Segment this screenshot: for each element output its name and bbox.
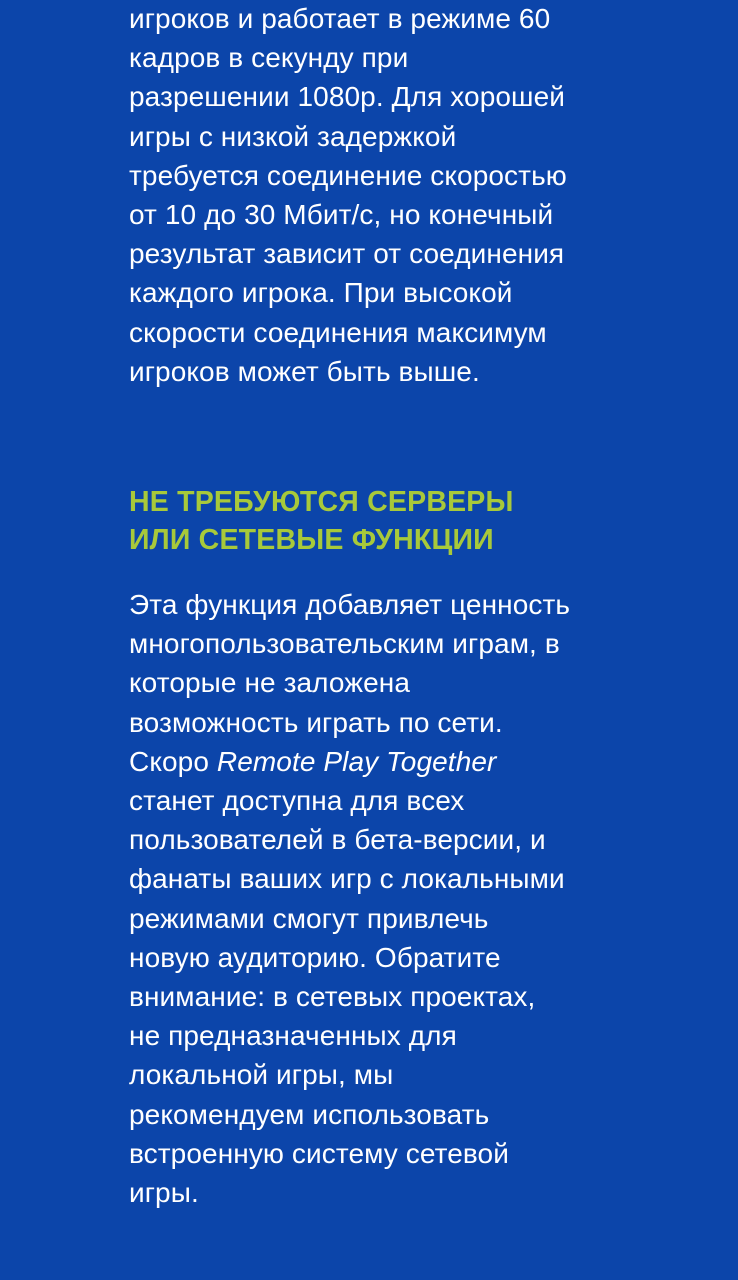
paragraph-line: локальной игры, мы	[129, 1059, 394, 1091]
heading-line: ИЛИ СЕТЕВЫЕ ФУНКЦИИ	[129, 524, 494, 556]
paragraph-line: игроков и работает в режиме 60	[129, 3, 551, 34]
paragraph-line: Эта функция добавляет ценность	[129, 589, 571, 620]
paragraph-line: которые не заложена	[129, 667, 411, 699]
section-paragraph	[129, 585, 570, 1212]
section-heading	[129, 483, 514, 559]
paragraph-line: не предназначенных для	[129, 1020, 457, 1052]
paragraph-line: требуется соединение скоростью	[129, 159, 567, 191]
paragraph-line: многопользовательским играм, в	[129, 628, 560, 660]
paragraph-line: кадров в секунду при	[129, 42, 409, 74]
paragraph-line: скорости соединения максимум	[129, 316, 547, 348]
paragraph-line: разрешении 1080p. Для хорошей	[129, 81, 566, 113]
heading-line: НЕ ТРЕБУЮТСЯ СЕРВЕРЫ	[129, 486, 514, 518]
intro-paragraph	[129, 0, 567, 391]
paragraph-line: игроков может быть выше.	[129, 355, 480, 387]
paragraph-line: каждого игрока. При высокой	[129, 277, 513, 309]
paragraph-line: рекомендуем использовать	[129, 1098, 490, 1130]
paragraph-line: игры с низкой задержкой	[129, 120, 457, 152]
paragraph-line: от 10 до 30 Мбит/с, но конечный	[129, 199, 554, 231]
paragraph-line: игры.	[129, 1177, 199, 1209]
paragraph-line: пользователей в бета-версии, и	[129, 824, 546, 856]
paragraph-line: новую аудиторию. Обратите	[129, 941, 501, 973]
paragraph-text: Скоро	[129, 745, 217, 777]
paragraph-line: режимами смогут привлечь	[129, 902, 489, 934]
paragraph-line	[129, 742, 570, 781]
paragraph-line: фанаты ваших игр с локальными	[129, 863, 565, 895]
paragraph-line: результат зависит от соединения	[129, 238, 565, 270]
paragraph-line: внимание: в сетевых проектах,	[129, 981, 536, 1013]
paragraph-line: станет доступна для всех	[129, 785, 465, 817]
product-name-emphasis: Remote Play Together	[216, 745, 497, 777]
paragraph-line: возможность играть по сети.	[129, 706, 503, 738]
paragraph-line: встроенную систему сетевой	[129, 1137, 509, 1169]
